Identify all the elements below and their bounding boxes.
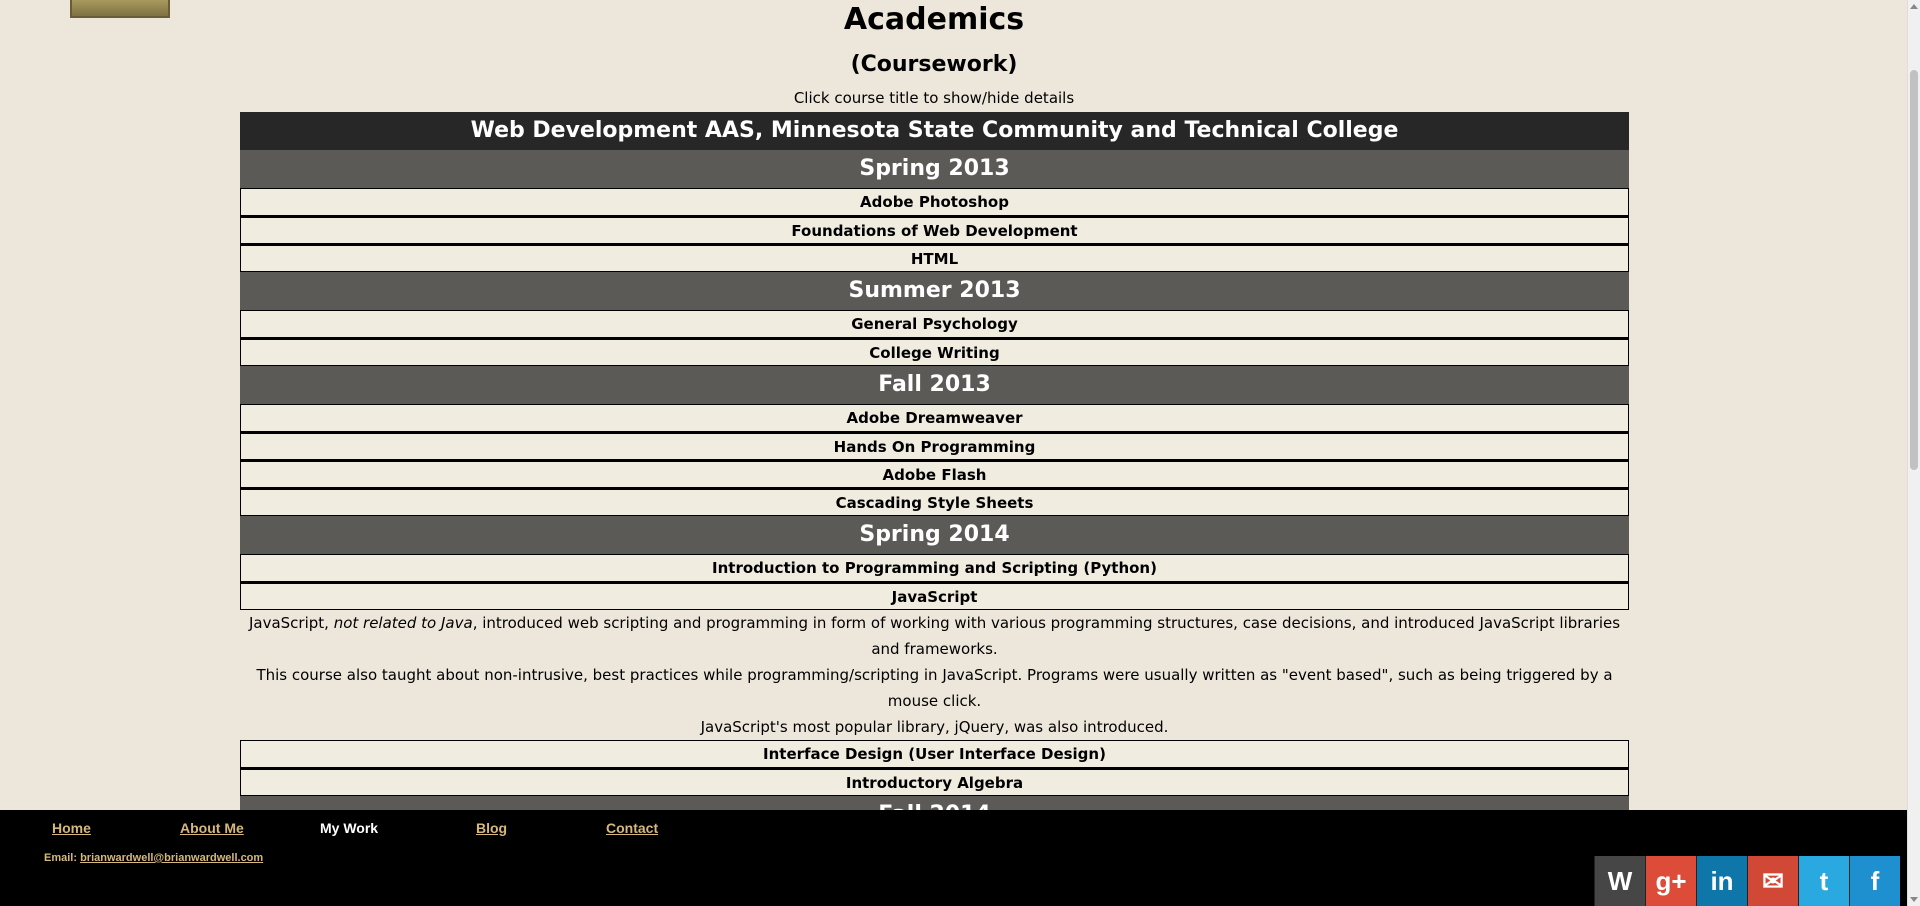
course-title[interactable]: College Writing	[240, 338, 1629, 366]
course-title[interactable]: Hands On Programming	[240, 432, 1629, 460]
course-title[interactable]: Adobe Flash	[240, 460, 1629, 488]
course-title[interactable]: General Psychology	[240, 310, 1629, 338]
scrollbar-thumb[interactable]	[1910, 70, 1918, 470]
nav-my-work-current: My Work	[320, 820, 379, 836]
details-text: JavaScript,	[248, 614, 334, 632]
term-header-spring-2013: Spring 2013	[240, 150, 1629, 188]
email-label: Email:	[44, 852, 81, 864]
footer-email	[44, 852, 263, 864]
google-plus-icon[interactable]: g+	[1645, 856, 1696, 906]
coursework-table	[240, 112, 1629, 862]
details-line	[244, 610, 1625, 662]
nav-contact-link[interactable]: Contact	[606, 820, 659, 836]
wordpress-icon[interactable]: W	[1594, 856, 1645, 906]
vertical-scrollbar[interactable]	[1907, 0, 1920, 906]
course-title[interactable]: Introduction to Programming and Scripting (Python)	[240, 554, 1629, 582]
details-line: JavaScript's most popular library, jQuery, was also introduced.	[700, 718, 1169, 736]
facebook-icon[interactable]: f	[1849, 856, 1900, 906]
details-text: , introduced web scripting and programming in form of working with various programming structures, case decisions, and introduced JavaScript libraries and frameworks.	[472, 614, 1621, 658]
email-link[interactable]: brianwardwell@brianwardwell.com	[80, 852, 264, 864]
twitter-icon[interactable]: t	[1798, 856, 1849, 906]
nav-blog-link[interactable]: Blog	[476, 820, 508, 836]
course-title[interactable]: Adobe Photoshop	[240, 188, 1629, 216]
gmail-icon[interactable]: ✉	[1747, 856, 1798, 906]
term-header-spring-2014: Spring 2014	[240, 516, 1629, 554]
footer	[0, 810, 1908, 906]
course-title[interactable]: Cascading Style Sheets	[240, 488, 1629, 516]
details-line: This course also taught about non-intrusive, best practices while programming/scripting in JavaScript. Programs were usually written as "event based", such as being triggered by a mouse click.	[256, 666, 1613, 710]
program-header: Web Development AAS, Minnesota State Community and Technical College	[240, 112, 1629, 150]
term-header-summer-2013: Summer 2013	[240, 272, 1629, 310]
social-links	[1594, 856, 1900, 906]
course-title[interactable]: Introductory Algebra	[240, 768, 1629, 796]
scroll-up-arrow-icon[interactable]	[1910, 4, 1918, 9]
course-title[interactable]: Foundations of Web Development	[240, 216, 1629, 244]
course-details-javascript	[240, 610, 1629, 740]
nav-home-link[interactable]: Home	[52, 820, 91, 836]
course-title[interactable]: Adobe Dreamweaver	[240, 404, 1629, 432]
linkedin-icon[interactable]: in	[1696, 856, 1747, 906]
details-emphasis: not related to Java	[333, 614, 473, 632]
course-title[interactable]: Interface Design (User Interface Design)	[240, 740, 1629, 768]
nav-about-me-link[interactable]: About Me	[180, 820, 244, 836]
page-subtitle: (Coursework)	[850, 52, 1018, 77]
term-header-fall-2013: Fall 2013	[240, 366, 1629, 404]
page-title: Academics	[843, 2, 1025, 37]
show-hide-hint: Click course title to show/hide details	[793, 89, 1075, 107]
scroll-down-arrow-icon[interactable]	[1910, 897, 1918, 902]
course-title[interactable]: HTML	[240, 244, 1629, 272]
course-title-javascript[interactable]: JavaScript	[240, 582, 1629, 610]
